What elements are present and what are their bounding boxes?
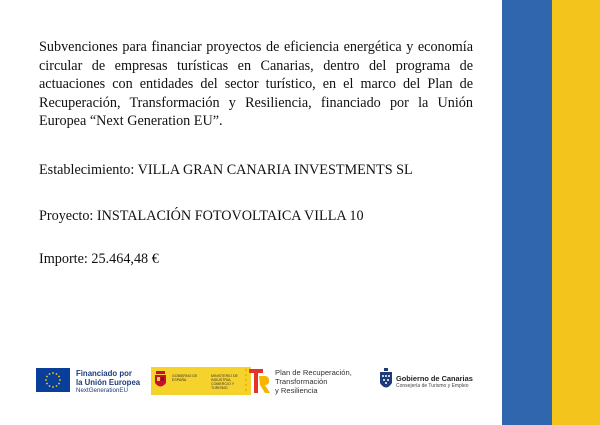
eu-line3: NextGenerationEU (76, 387, 128, 394)
spain-coat-of-arms-icon (154, 371, 167, 390)
proyecto-line: Proyecto: INSTALACIÓN FOTOVOLTAICA VILLA 10 (39, 208, 364, 224)
prtr-logo-text (275, 368, 375, 395)
canarias-shield-icon (379, 368, 393, 392)
gobierno-espana-text: GOBIERNO DE ESPAÑA (172, 374, 198, 382)
prtr-line3: y Resiliencia (275, 386, 318, 395)
prtr-line1: Plan de Recuperación, (275, 368, 352, 377)
prtr-line2: Transformación (275, 377, 328, 386)
gobierno-canarias-line1: Gobierno de Canarias (396, 374, 473, 383)
yellow-stripe (552, 0, 600, 425)
grant-description: Subvenciones para financiar proyectos de eficiencia energética y economía circular de empresas turísticas en Canarias, dentro del programa de actuaciones con entidades del sector turístico, en el marco del Plan de Recuperación, Transformación y Resiliencia, financiado por la Unión Europea “Next Generation EU”. (39, 39, 473, 130)
ministerio-text: MINISTERIO DE INDUSTRIA, COMERCIO Y TURISMO (211, 374, 238, 390)
eu-logo-text (76, 369, 156, 395)
eu-line1: Financiado por (76, 369, 132, 378)
establecimiento-line: Establecimiento: VILLA GRAN CANARIA INVESTMENTS SL (39, 162, 413, 178)
eu-flag-icon (36, 368, 70, 392)
gobierno-canarias-text (396, 374, 506, 390)
blue-stripe (502, 0, 552, 425)
eu-line2: la Unión Europea (76, 378, 141, 387)
gobierno-canarias-line2: Consejería de Turismo y Empleo (396, 383, 469, 389)
ministerio-logo (151, 367, 251, 395)
prtr-logo-icon (243, 366, 271, 396)
importe-line: Importe: 25.464,48 € (39, 251, 159, 267)
funding-logos-bar (30, 360, 500, 404)
